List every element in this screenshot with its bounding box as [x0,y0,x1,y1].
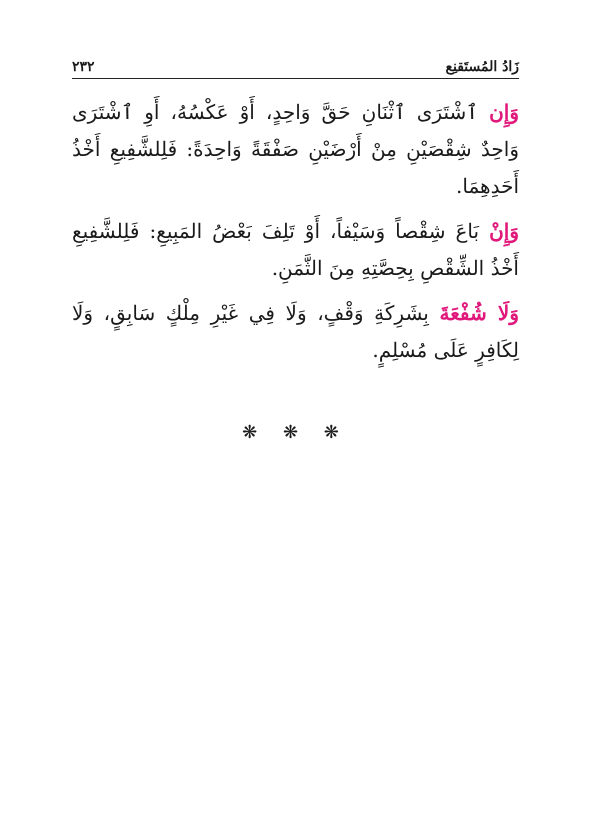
paragraph-1 [72,94,519,205]
main-text [72,94,519,377]
paragraph-2 [72,213,519,287]
section-separator: ❋ ❋ ❋ [242,422,349,443]
running-header [72,52,519,76]
book-title: زَادُ المُستَقنِع [445,59,519,75]
page-number: ٢٣٢ [72,59,95,75]
paragraph-3-text: بِشَرِكَةِ وَقْفٍ، وَلَا فِي غَيْرِ مِلْكٍ سَابِقٍ، وَلَا لِكَافِرٍ عَلَى مُسْلِمٍ. [72,301,519,362]
paragraph-2-text: بَاعَ شِقْصاً وَسَيْفاً، أَوْ تَلِفَ بَعْضُ المَبِيعِ: فَلِلشَّفِيعِ أَخْذُ الشِّقْصِ بِحِصَّتِهِ مِنَ الثَّمَنِ. [72,219,519,280]
paragraph-1-lead: وَإِن [489,100,519,124]
header-divider [72,78,519,79]
paragraph-3-lead: وَلَا شُفْعَةَ [439,301,519,325]
paragraph-2-lead: وَإِنْ [489,219,519,243]
paragraph-3 [72,295,519,369]
paragraph-1-text: ٱشْتَرَى ٱثْنَانِ حَقَّ وَاحِدٍ، أَوْ عَكْسُهُ، أَوِ ٱشْتَرَى وَاحِدٌ شِقْصَيْنِ مِنْ أَرْضَيْنِ صَفْقَةً وَاحِدَةً: فَلِلشَّفِيعِ أَخْذُ أَحَدِهِمَا. [72,100,519,198]
